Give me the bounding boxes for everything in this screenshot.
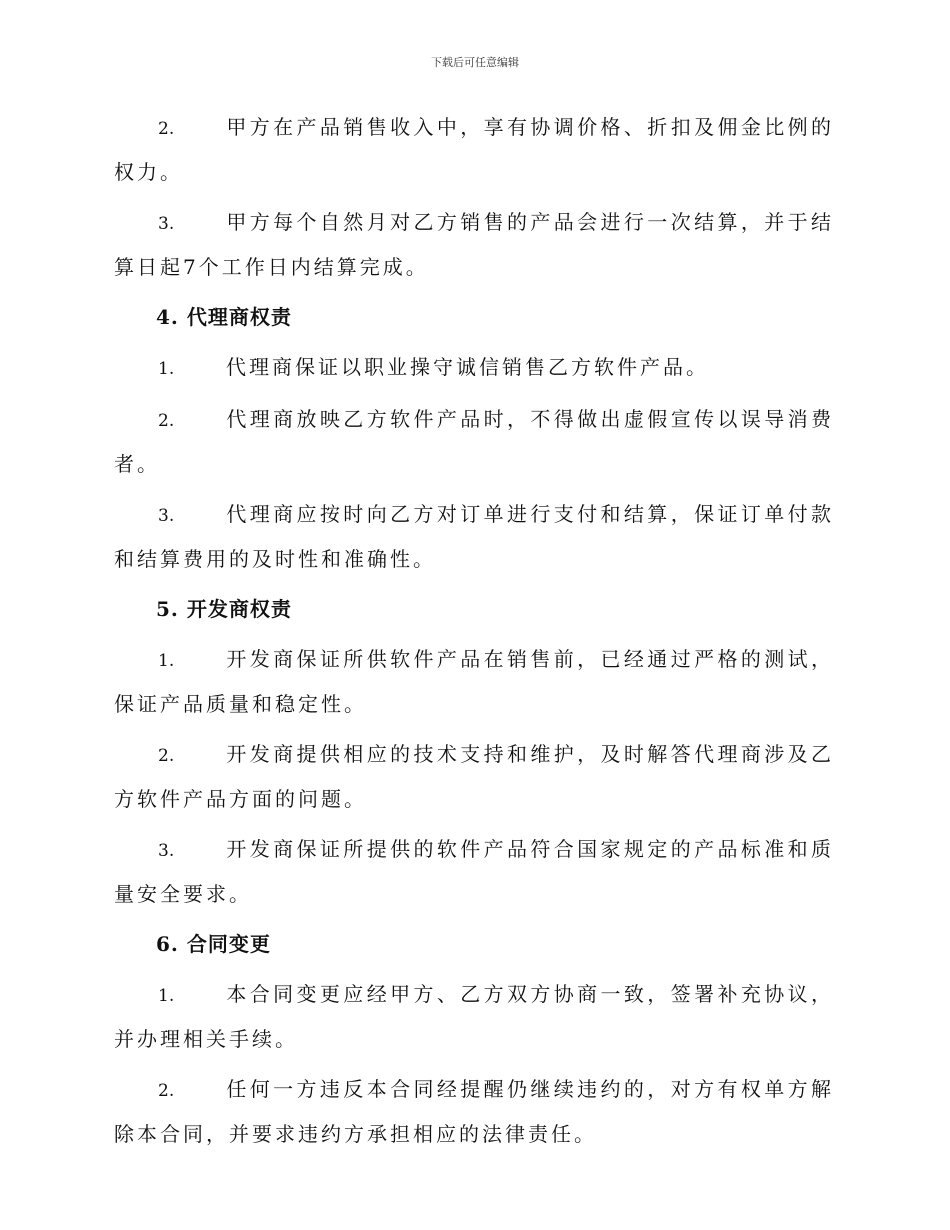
clause-number: 1.: [158, 359, 175, 379]
clause-text: 开发商保证所供软件产品在销售前，已经通过严格的测试，保证产品质量和稳定性。: [114, 647, 834, 716]
clause-number: 1.: [158, 986, 175, 1006]
clause-text: 开发商保证所提供的软件产品符合国家规定的产品标准和质量安全要求。: [114, 837, 834, 906]
document-body: [114, 106, 834, 1163]
clause-item: [114, 1068, 834, 1156]
clause-text: 代理商保证以职业操守诚信销售乙方软件产品。: [226, 355, 709, 379]
clause-text: 本合同变更应经甲方、乙方双方协商一致，签署补充协议，并办理相关手续。: [114, 982, 834, 1051]
clause-number: 3.: [158, 214, 175, 234]
section-heading: 5. 开发商权责: [156, 597, 292, 621]
clause-number: 2.: [158, 411, 175, 431]
clause-item: [114, 828, 834, 916]
clause-item: [114, 201, 834, 289]
clause-item: [114, 493, 834, 581]
clause-text: 甲方每个自然月对乙方销售的产品会进行一次结算，并于结算日起7个工作日内结算完成。: [114, 210, 834, 279]
clause-number: 2.: [158, 746, 175, 766]
clause-number: 3.: [158, 506, 175, 526]
clause-item: [114, 638, 834, 726]
clause-number: 3.: [158, 841, 175, 861]
clause-number: 1.: [158, 651, 175, 671]
section-heading: 4. 代理商权责: [156, 305, 292, 329]
clause-text: 代理商放映乙方软件产品时，不得做出虚假宣传以误导消费者。: [114, 407, 834, 476]
section-heading: 6. 合同变更: [156, 932, 271, 956]
clause-item: [114, 733, 834, 821]
clause-item: [114, 398, 834, 486]
clause-item: [114, 346, 834, 391]
clause-text: 任何一方违反本合同经提醒仍继续违约的，对方有权单方解除本合同，并要求违约方承担相应的法律责任。: [114, 1077, 834, 1146]
clause-text: 开发商提供相应的技术支持和维护，及时解答代理商涉及乙方软件产品方面的问题。: [114, 742, 834, 811]
clause-text: 代理商应按时向乙方对订单进行支付和结算，保证订单付款和结算费用的及时性和准确性。: [114, 502, 834, 571]
clause-item: [114, 973, 834, 1061]
clause-item: [114, 106, 834, 194]
page-header: 下载后可任意编辑: [431, 56, 519, 69]
clause-text: 甲方在产品销售收入中，享有协调价格、折扣及佣金比例的权力。: [114, 115, 834, 184]
clause-number: 2.: [158, 1081, 175, 1101]
clause-number: 2.: [158, 119, 175, 139]
